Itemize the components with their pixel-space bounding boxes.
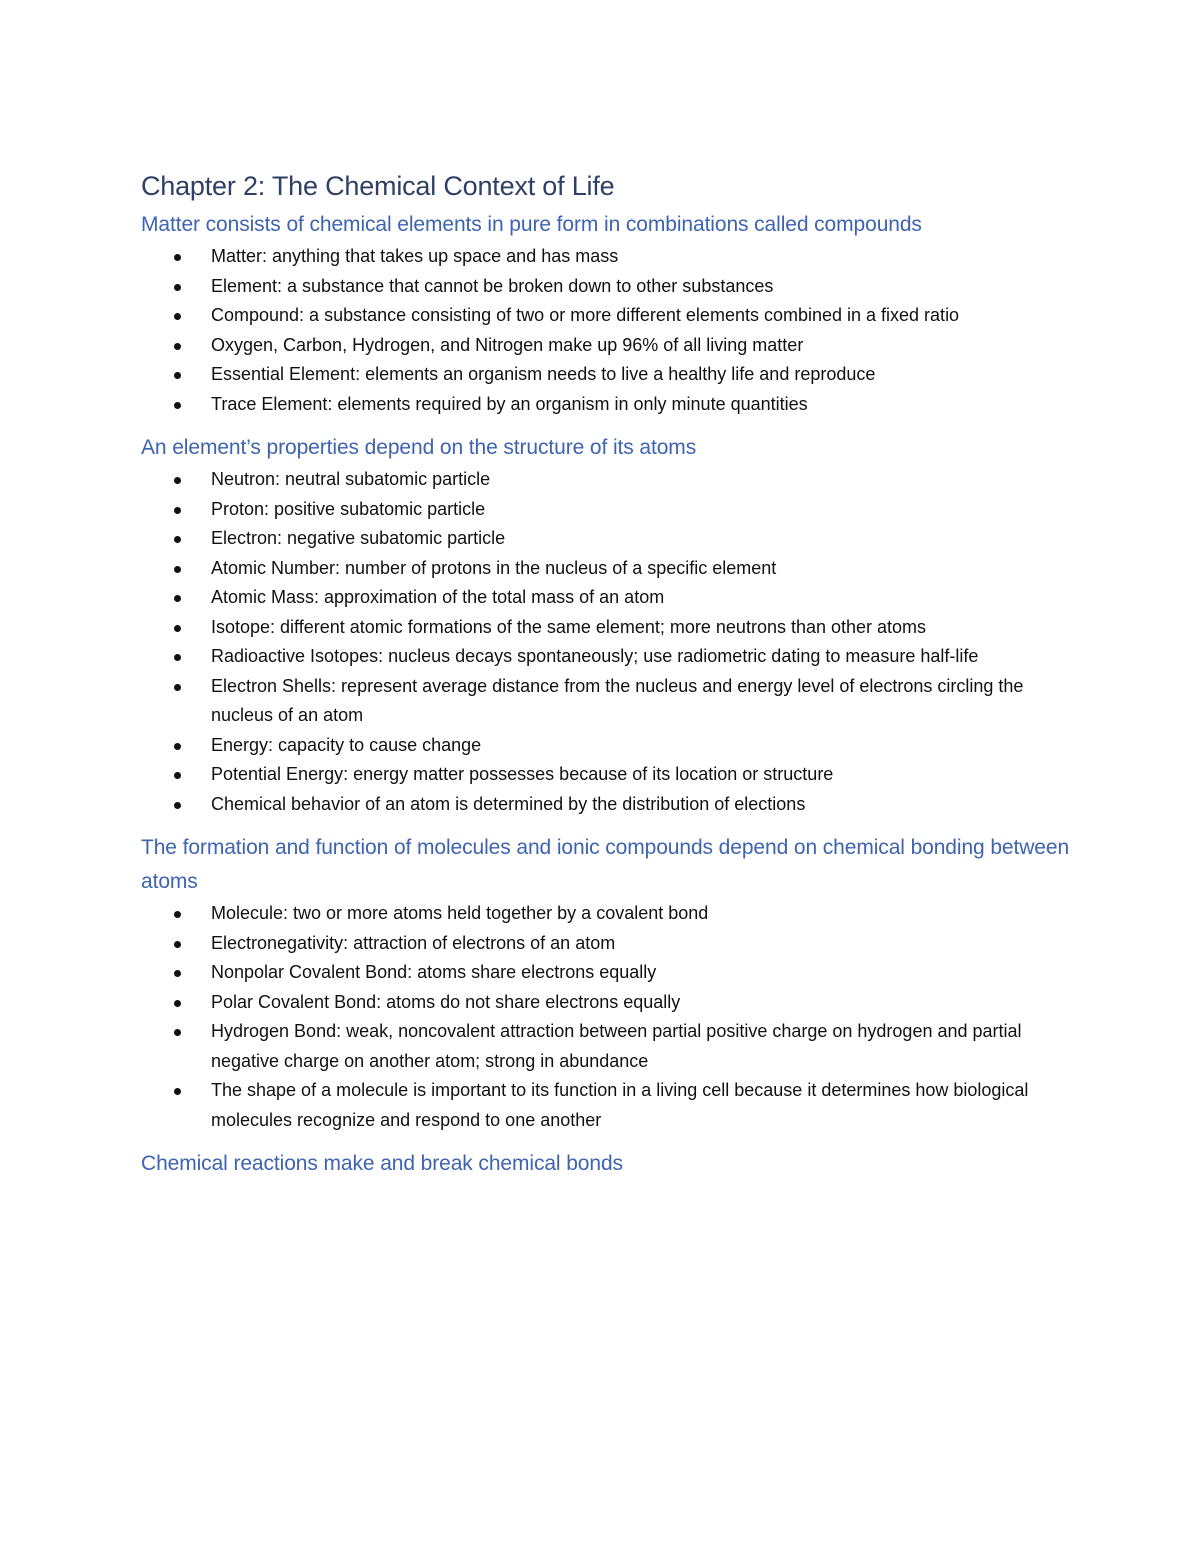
list-item-text: Essential Element: elements an organism needs to live a healthy life and reproduce	[211, 364, 876, 384]
bullet-list	[141, 242, 1071, 419]
list-item	[141, 672, 1071, 731]
bullet-icon	[174, 372, 181, 379]
bullet-icon	[174, 1088, 181, 1095]
bullet-list	[141, 899, 1071, 1135]
section-list	[141, 208, 1071, 1181]
section	[141, 208, 1071, 419]
list-item	[141, 988, 1071, 1018]
bullet-icon	[174, 595, 181, 602]
list-item	[141, 301, 1071, 331]
list-item	[141, 272, 1071, 302]
list-item-text: Polar Covalent Bond: atoms do not share electrons equally	[211, 991, 681, 1012]
section	[141, 831, 1071, 1135]
list-item	[141, 899, 1071, 929]
list-item-text: Matter: anything that takes up space and has mass	[211, 246, 619, 266]
list-item-text: Atomic Mass: approximation of the total mass of an atom	[211, 587, 665, 607]
list-item-text: Trace Element: elements required by an organism in only minute quantities	[211, 393, 808, 414]
list-item-text: Radioactive Isotopes: nucleus decays spontaneously; use radiometric dating to measure half-life	[211, 646, 979, 666]
list-item-text: Proton: positive subatomic particle	[211, 498, 486, 519]
list-item	[141, 642, 1071, 672]
list-item-text: Element: a substance that cannot be broken down to other substances	[211, 275, 774, 296]
list-item	[141, 331, 1071, 361]
bullet-icon	[174, 802, 181, 809]
section	[141, 431, 1071, 819]
section-heading: Chemical reactions make and break chemical bonds	[141, 1152, 623, 1175]
section	[141, 1147, 1071, 1181]
list-item-text: Compound: a substance consisting of two or more different elements combined in a fixed ratio	[211, 305, 960, 325]
list-item	[141, 958, 1071, 988]
list-item	[141, 465, 1071, 495]
bullet-list	[141, 465, 1071, 819]
document-content	[141, 166, 1071, 1193]
bullet-icon	[174, 970, 181, 977]
list-item-text: Potential Energy: energy matter possesses because of its location or structure	[211, 764, 834, 784]
list-item	[141, 390, 1071, 420]
list-item-text: Hydrogen Bond: weak, noncovalent attraction between partial positive charge on hydrogen and partial negative charge on another atom; strong in abundance	[211, 1021, 1022, 1071]
list-item	[141, 242, 1071, 272]
list-item-text: Electron: negative subatomic particle	[211, 528, 506, 548]
bullet-icon	[174, 402, 181, 409]
list-item	[141, 1017, 1071, 1076]
bullet-icon	[174, 911, 181, 918]
list-item-text: Neutron: neutral subatomic particle	[211, 469, 491, 489]
list-item	[141, 790, 1071, 820]
list-item	[141, 760, 1071, 790]
bullet-icon	[174, 566, 181, 573]
list-item	[141, 929, 1071, 959]
section-heading: Matter consists of chemical elements in pure form in combinations called compounds	[141, 213, 922, 236]
bullet-icon	[174, 343, 181, 350]
list-item	[141, 495, 1071, 525]
list-item	[141, 583, 1071, 613]
list-item	[141, 524, 1071, 554]
bullet-icon	[174, 941, 181, 948]
bullet-icon	[174, 1000, 181, 1007]
bullet-icon	[174, 1029, 181, 1036]
list-item	[141, 1076, 1071, 1135]
section-heading: An element’s properties depend on the structure of its atoms	[141, 436, 697, 459]
list-item-text: The shape of a molecule is important to its function in a living cell because it determines how biological molecules recognize and respond to one another	[211, 1080, 1029, 1130]
list-item-text: Oxygen, Carbon, Hydrogen, and Nitrogen make up 96% of all living matter	[211, 334, 804, 355]
list-item-text: Chemical behavior of an atom is determined by the distribution of elections	[211, 793, 806, 814]
list-item-text: Isotope: different atomic formations of the same element; more neutrons than other atoms	[211, 616, 927, 637]
bullet-icon	[174, 625, 181, 632]
list-item	[141, 731, 1071, 761]
list-item-text: Molecule: two or more atoms held together by a covalent bond	[211, 903, 709, 923]
list-item	[141, 360, 1071, 390]
list-item-text: Electronegativity: attraction of electrons of an atom	[211, 932, 616, 953]
list-item-text: Electron Shells: represent average distance from the nucleus and energy level of electrons circling the nucleus of an atom	[211, 675, 1024, 725]
bullet-icon	[174, 654, 181, 661]
list-item	[141, 554, 1071, 584]
section-heading: The formation and function of molecules and ionic compounds depend on chemical bonding between atoms	[141, 836, 1070, 893]
list-item-text: Atomic Number: number of protons in the nucleus of a specific element	[211, 557, 777, 578]
bullet-icon	[174, 684, 181, 691]
bullet-icon	[174, 507, 181, 514]
bullet-icon	[174, 477, 181, 484]
list-item	[141, 613, 1071, 643]
list-item-text: Nonpolar Covalent Bond: atoms share electrons equally	[211, 962, 657, 982]
bullet-icon	[174, 254, 181, 261]
bullet-icon	[174, 743, 181, 750]
bullet-icon	[174, 536, 181, 543]
bullet-icon	[174, 313, 181, 320]
page-title: Chapter 2: The Chemical Context of Life	[141, 171, 615, 201]
bullet-icon	[174, 284, 181, 291]
list-item-text: Energy: capacity to cause change	[211, 734, 482, 755]
bullet-icon	[174, 772, 181, 779]
